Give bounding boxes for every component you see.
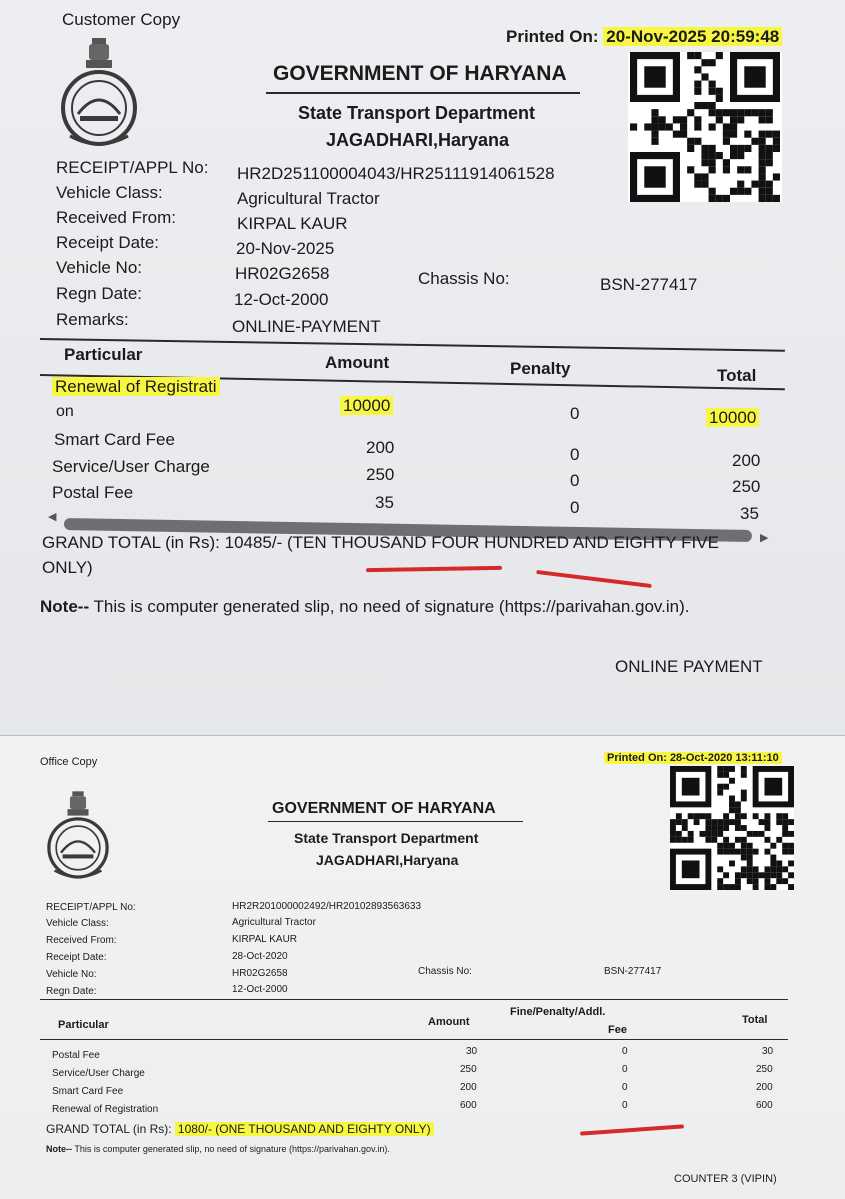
row4-amount: 35 <box>375 493 394 512</box>
row1-particular-b: on <box>56 403 74 420</box>
office-row-penalty: 0 <box>622 1064 628 1075</box>
office-receipt-label: RECEIPT/APPL No: <box>46 902 136 913</box>
row4-penalty: 0 <box>570 498 580 517</box>
office-vehicle-class-label: Vehicle Class: <box>46 918 109 929</box>
scroll-right-icon[interactable]: ▶ <box>760 532 769 544</box>
row3-particular: Service/User Charge <box>52 457 210 476</box>
office-note <box>46 1144 390 1154</box>
office-vehicle-class-value: Agricultural Tractor <box>232 917 316 928</box>
vehicle-no-value: HR02G2658 <box>235 264 330 283</box>
receipt-value: HR2D251100004043/HR25111914061528 <box>237 164 555 183</box>
office-row-total: 250 <box>756 1064 773 1075</box>
note-text: This is computer generated slip, no need of signature (https://parivahan.gov.in). <box>93 597 690 616</box>
office-row-penalty: 0 <box>622 1082 628 1093</box>
office-note-text: This is computer generated slip, no need of signature (https://parivahan.gov.in). <box>74 1144 390 1154</box>
office-vehicle-no-label: Vehicle No: <box>46 969 97 980</box>
office-row-particular: Postal Fee <box>52 1050 100 1061</box>
table-top-rule <box>40 338 785 352</box>
scroll-left-icon[interactable]: ◀ <box>48 511 57 523</box>
row2-amount: 200 <box>366 438 395 457</box>
haryana-emblem-icon <box>52 36 146 148</box>
row1-total: 10000 <box>706 408 759 428</box>
office-department: State Transport Department <box>294 830 479 846</box>
office-printed-on: Printed On: 28-Oct-2020 13:11:10 <box>604 752 782 764</box>
row4-total: 35 <box>740 504 759 523</box>
office-row-amount: 250 <box>460 1064 477 1075</box>
grand-total-line1: GRAND TOTAL (in Rs): 10485/- (TEN THOUSAND FOUR HUNDRED AND EIGHTY FIVE <box>42 533 719 552</box>
qr-code <box>628 52 782 202</box>
receipt-date-value: 20-Nov-2025 <box>236 239 335 258</box>
copy-label: Customer Copy <box>62 10 181 29</box>
vehicle-no-label: Vehicle No: <box>56 258 142 277</box>
office-vehicle-no-value: HR02G2658 <box>232 968 288 979</box>
office-grand-total <box>46 1122 434 1136</box>
regn-date-label: Regn Date: <box>56 284 142 303</box>
office-grand-total-label: GRAND TOTAL (in Rs): <box>46 1122 172 1136</box>
office-table-header-rule <box>40 1039 788 1040</box>
row1-penalty: 0 <box>570 404 580 423</box>
header-amount: Amount <box>325 353 390 372</box>
office-note-label: Note-- <box>46 1144 72 1154</box>
counter-label: COUNTER 3 (VIPIN) <box>674 1173 777 1185</box>
office-location: JAGADHARI,Haryana <box>316 852 459 868</box>
office-header-total: Total <box>742 1014 768 1026</box>
haryana-emblem-icon-small <box>40 786 116 884</box>
office-qr-code <box>670 766 794 890</box>
office-receipt-date-label: Receipt Date: <box>46 952 107 963</box>
header-particular: Particular <box>64 345 143 364</box>
office-chassis-label: Chassis No: <box>418 966 472 977</box>
office-row-total: 200 <box>756 1082 773 1093</box>
office-receipt-value: HR2R201000002492/HR20102893563633 <box>232 901 422 912</box>
office-pen-underline <box>580 1124 684 1135</box>
printed-on-label: Printed On: <box>506 27 599 46</box>
payment-mode: ONLINE PAYMENT <box>615 657 763 676</box>
office-received-from-value: KIRPAL KAUR <box>232 934 298 945</box>
office-header-amount: Amount <box>428 1016 470 1028</box>
office-header-particular: Particular <box>58 1019 109 1031</box>
vehicle-class-value: Agricultural Tractor <box>237 189 380 208</box>
office-title-underline <box>268 821 523 822</box>
row1-amount: 10000 <box>340 396 393 416</box>
office-row-particular: Renewal of Registration <box>52 1104 159 1115</box>
office-gov-title: GOVERNMENT OF HARYANA <box>272 800 496 817</box>
gov-title: GOVERNMENT OF HARYANA <box>273 62 567 85</box>
department: State Transport Department <box>298 103 536 123</box>
office-regn-date-value: 12-Oct-2000 <box>232 984 288 995</box>
office-table-top-rule <box>40 999 788 1000</box>
office-row-penalty: 0 <box>622 1046 628 1057</box>
office-grand-total-value: 1080/- (ONE THOUSAND AND EIGHTY ONLY) <box>175 1122 434 1136</box>
row3-amount: 250 <box>366 465 395 484</box>
row3-total: 250 <box>732 477 761 496</box>
office-copy-label: Office Copy <box>40 756 98 768</box>
regn-date-value: 12-Oct-2000 <box>234 290 329 309</box>
chassis-value: BSN-277417 <box>600 275 698 294</box>
office-row-amount: 600 <box>460 1100 477 1111</box>
office-row-penalty: 0 <box>622 1100 628 1111</box>
office-received-from-label: Received From: <box>46 935 117 946</box>
printed-on-value: 20-Nov-2025 20:59:48 <box>603 27 782 46</box>
office-row-amount: 30 <box>466 1046 478 1057</box>
office-row-total: 600 <box>756 1100 773 1111</box>
office-row-amount: 200 <box>460 1082 477 1093</box>
vehicle-class-label: Vehicle Class: <box>56 183 163 202</box>
row2-total: 200 <box>732 451 761 470</box>
row2-penalty: 0 <box>570 445 580 464</box>
received-from-value: KIRPAL KAUR <box>237 214 348 233</box>
row3-penalty: 0 <box>570 471 580 490</box>
office-row-particular: Smart Card Fee <box>52 1086 124 1097</box>
office-row-particular: Service/User Charge <box>52 1068 145 1079</box>
note <box>40 597 690 617</box>
grand-total-line2: ONLY) <box>42 558 93 577</box>
chassis-label: Chassis No: <box>418 269 510 288</box>
received-from-label: Received From: <box>56 208 176 227</box>
note-label: Note-- <box>40 597 90 616</box>
row1-particular-a: Renewal of Registrati <box>52 377 220 397</box>
office-header-penalty-a: Fine/Penalty/Addl. <box>510 1006 606 1018</box>
row4-particular: Postal Fee <box>52 483 134 502</box>
office-header-penalty-b: Fee <box>608 1024 627 1036</box>
title-underline <box>266 92 580 94</box>
pen-underline-1 <box>366 566 502 572</box>
remarks-label: Remarks: <box>56 310 129 329</box>
receipt-date-label: Receipt Date: <box>56 233 159 252</box>
office-row-total: 30 <box>762 1046 774 1057</box>
receipt-label: RECEIPT/APPL No: <box>56 158 209 177</box>
pen-underline-2 <box>536 570 652 588</box>
printed-on <box>506 27 782 47</box>
location: JAGADHARI,Haryana <box>326 130 510 150</box>
office-chassis-value: BSN-277417 <box>604 966 662 977</box>
office-receipt-date-value: 28-Oct-2020 <box>232 951 288 962</box>
header-total: Total <box>717 366 757 385</box>
office-copy-slip <box>0 735 845 1199</box>
row2-particular: Smart Card Fee <box>54 430 175 449</box>
remarks-value: ONLINE-PAYMENT <box>232 317 381 336</box>
office-regn-date-label: Regn Date: <box>46 986 97 997</box>
header-penalty: Penalty <box>510 359 571 378</box>
